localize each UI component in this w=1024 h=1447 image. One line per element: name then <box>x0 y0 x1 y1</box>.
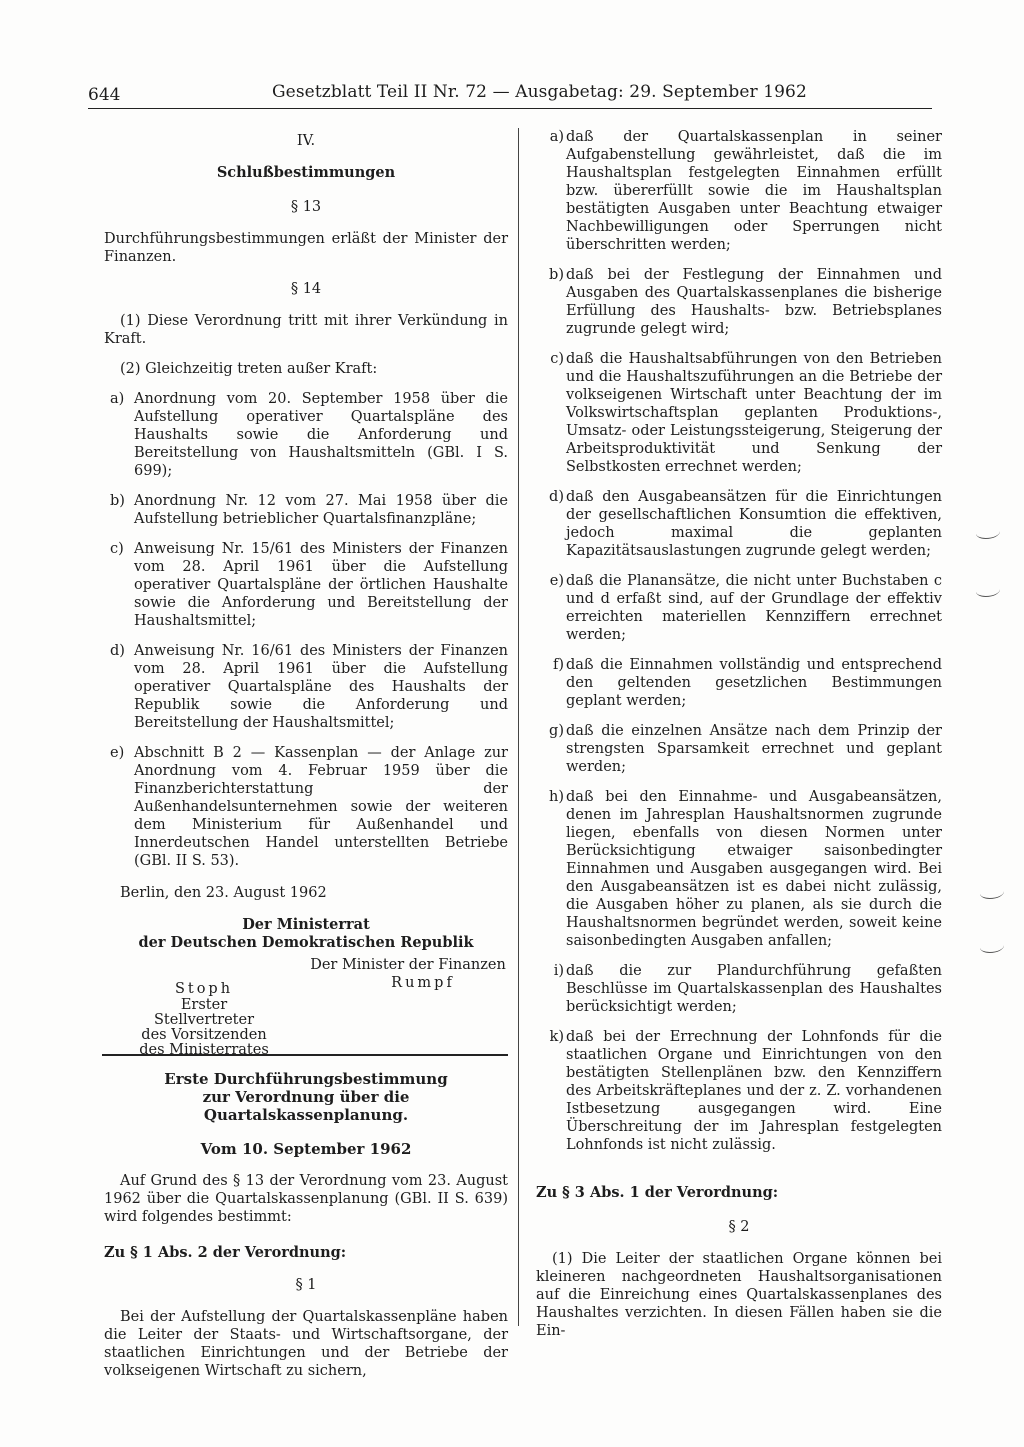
list-item <box>536 488 942 560</box>
list-item-label: h) <box>549 789 564 805</box>
list-item-label: c) <box>110 541 124 557</box>
page-number: 644 <box>88 85 121 105</box>
paragraph-1-text: Bei der Aufstellung der Quartalskassenpläne haben die Leiter der Staats- und Wirtschaftsorgane, der staatlichen Einrichtungen und der Betriebe der volkseigenen Wirtschaft zu sichern, <box>104 1309 508 1379</box>
list-item-text: Abschnitt B 2 — Kassenplan — der Anlage zur Anordnung vom 4. Februar 1959 über die Finanzberichterstattung der Außenhandelsunternehmen sowie der weiteren dem Ministerium für Außenhandel und Innerdeutschen Handel unterstellten Betriebe (GBl. II S. 53). <box>134 745 508 869</box>
list-item <box>110 540 508 630</box>
list-item-label: c) <box>550 351 564 367</box>
running-header: Gesetzblatt Teil II Nr. 72 — Ausgabetag: 29. September 1962 <box>272 82 807 102</box>
list-item-text: daß die einzelnen Ansätze nach dem Prinzip der strengsten Sparsamkeit errechnet und geplant werden; <box>566 723 942 775</box>
paragraph-14-clause-1: (1) Diese Verordnung tritt mit ihrer Verkündung in Kraft. <box>104 313 508 347</box>
list-item <box>110 390 508 480</box>
signature-minister <box>308 956 508 992</box>
list-item-label: k) <box>549 1029 564 1045</box>
reference-heading: Zu § 1 Abs. 2 der Verordnung: <box>104 1244 347 1261</box>
signature-role: Erster Stellvertreter <box>154 997 254 1028</box>
list-item <box>536 350 942 476</box>
list-item-text: Anweisung Nr. 16/61 des Ministers der Finanzen vom 28. April 1961 über die Aufstellung operativer Quartalspläne des Haushalts der Republik sowie die Anforderung und Bereitstellung der Haushaltsmittel; <box>134 643 508 731</box>
paragraph-13-text: Durchführungsbestimmungen erläßt der Minister der Finanzen. <box>104 231 508 265</box>
list-item-text: daß die Planansätze, die nicht unter Buchstaben c und d erfaßt sind, auf der Grundlage der effektiv erreichten materiellen Kennziffern errechnet werden; <box>566 573 942 643</box>
list-item-label: i) <box>553 963 564 979</box>
list-item-text: Anweisung Nr. 15/61 des Ministers der Finanzen vom 28. April 1961 über die Aufstellung operativer Quartalspläne der örtlichen Haushalte sowie die Anforderung und Bereitstellung der Haushaltsmittel; <box>134 541 508 629</box>
list-item <box>110 744 508 870</box>
list-item <box>536 656 942 710</box>
list-item <box>110 492 508 528</box>
paragraph-1-heading: § 1 <box>295 1277 317 1293</box>
list-item-label: e) <box>110 745 125 761</box>
list-item-label: a) <box>110 391 125 407</box>
paragraph-2-heading: § 2 <box>728 1219 750 1235</box>
list-item <box>536 128 942 254</box>
list-item <box>536 266 942 338</box>
list-item-text: daß den Ausgabeansätzen für die Einrichtungen der gesellschaftlichen Konsumtion die effektiven, jedoch maximal die geplanten Kapazitätsauslastungen zugrunde gelegt werden; <box>566 489 942 559</box>
section-heading: Schlußbestimmungen <box>216 164 396 181</box>
list-item-text: daß der Quartalskassenplan in seiner Aufgabenstellung gewährleistet, daß die im Haushaltsplan festgelegten Einnahmen erfüllt bzw. übererfüllt sowie die im Haushaltsplan bestätigten Ausgaben unter Beachtung etwaiger Nachbewilligungen oder Sperrungen nicht überschritten werden; <box>566 129 942 253</box>
signature-name: Rumpf <box>391 975 455 991</box>
list-item-text: Anordnung vom 20. September 1958 über die Aufstellung operativer Quartalspläne des Haushalts sowie die Anforderung und Bereitstellung von Haushaltsmitteln (GBl. I S. 699); <box>134 391 508 479</box>
list-item <box>110 642 508 732</box>
place-date: Berlin, den 23. August 1962 <box>120 885 327 901</box>
list-item-text: daß bei den Einnahme- und Ausgabeansätzen, denen im Jahresplan Haushaltsnormen zugrunde liegen, ebenfalls von diesen Normen unter Berücksichtigung etwaiger saisonbedingter Einnahmen und Ausgaben ausgegangen wird. Bei den Ausgabeansätzen ist es dabei nicht zulässig, die Ausgaben höher zu planen, als sie durch die Haushaltsnormen begründet werden, soweit keine saisonbedingten Ausgaben anfallen; <box>566 789 942 949</box>
list-item-text: Anordnung Nr. 12 vom 27. Mai 1958 über die Aufstellung betrieblicher Quartalsfinanzpläne; <box>134 493 508 527</box>
regulation-title-line-1: Erste Durchführungsbestimmung <box>164 1070 448 1088</box>
margin-mark <box>976 584 1000 597</box>
regulation-preamble: Auf Grund des § 13 der Verordnung vom 23. August 1962 über die Quartalskassenplanung (GBl. II S. 639) wird folgendes bestimmt: <box>104 1173 508 1225</box>
signature-role: des Ministerrates <box>139 1042 269 1058</box>
paragraph-14-clause-2: (2) Gleichzeitig treten außer Kraft: <box>120 361 378 377</box>
paragraph-13-heading: § 13 <box>290 199 322 215</box>
list-item-label: g) <box>549 723 564 739</box>
signature-role: Der Minister der Finanzen <box>310 957 506 973</box>
list-item <box>536 572 942 644</box>
list-item <box>536 722 942 776</box>
column-divider <box>518 128 519 1326</box>
signature-role: des Vorsitzenden <box>141 1027 267 1043</box>
council-name-line-2: der Deutschen Demokratischen Republik <box>138 934 474 951</box>
list-item <box>536 962 942 1016</box>
list-item-text: daß bei der Festlegung der Einnahmen und Ausgaben des Quartalskassenplanes die bisherige Erfüllung des Haushalts- bzw. Betriebsplanes zugrunde gelegt wird; <box>566 267 942 337</box>
list-item-text: daß bei der Errechnung der Lohnfonds für die staatlichen Organe und Einrichtungen von den bestätigten Stellenplänen bzw. den Kennziffern des Arbeitskräfteplanes und der z. Z. vorhandenen Istbesetzung ausgegangen wird. Eine Überschreitung der im Jahresplan festgelegten Lohnfonds ist nicht zulässig. <box>566 1029 942 1153</box>
repeal-list <box>104 390 508 870</box>
right-column <box>536 0 942 1340</box>
list-item <box>536 1028 942 1154</box>
signature-block <box>104 956 508 1058</box>
left-column <box>104 0 508 1380</box>
section-numeral: IV. <box>296 133 316 149</box>
signature-deputy <box>134 980 274 1058</box>
list-item-label: d) <box>549 489 564 505</box>
regulation-title-line-2: zur Verordnung über die Quartalskassenplanung. <box>202 1088 410 1124</box>
requirement-list <box>536 128 942 1154</box>
signature-name: Stoph <box>174 981 234 997</box>
reference-heading: Zu § 3 Abs. 1 der Verordnung: <box>536 1184 779 1201</box>
margin-mark <box>980 886 1004 899</box>
list-item <box>536 788 942 950</box>
list-item-label: a) <box>549 129 564 145</box>
paragraph-14-heading: § 14 <box>290 281 322 297</box>
list-item-text: daß die Haushaltsabführungen von den Betrieben und die Haushaltszuführungen an die Betriebe der volkseigenen Wirtschaft unter Beachtung der im Volkswirtschaftsplan geplanten Produktions-, Umsatz- oder Leistungssteigerung, Steigerung der Arbeitsproduktivität und Senkung der Selbstkosten errechnet werden; <box>566 351 942 475</box>
margin-mark <box>980 940 1004 953</box>
list-item-label: f) <box>552 657 564 673</box>
regulation-date: Vom 10. September 1962 <box>200 1140 412 1158</box>
list-item-text: daß die Einnahmen vollständig und entsprechend den geltenden gesetzlichen Bestimmungen geplant werden; <box>566 657 942 709</box>
list-item-text: daß die zur Plandurchführung gefaßten Beschlüsse im Quartalskassenplan des Haushaltes berücksichtigt werden; <box>566 963 942 1015</box>
margin-mark <box>976 526 1000 539</box>
list-item-label: e) <box>549 573 564 589</box>
list-item-label: b) <box>549 267 564 283</box>
paragraph-2-text: (1) Die Leiter der staatlichen Organe können bei kleineren nachgeordneten Haushaltsorganisationen auf die Einreichung eines Quartalskassenplanes des Haushaltes verzichten. In diesen Fällen haben sie die Ein- <box>536 1251 942 1339</box>
list-item-label: b) <box>110 493 125 509</box>
list-item-label: d) <box>110 643 125 659</box>
council-name-line-1: Der Ministerrat <box>242 916 370 933</box>
